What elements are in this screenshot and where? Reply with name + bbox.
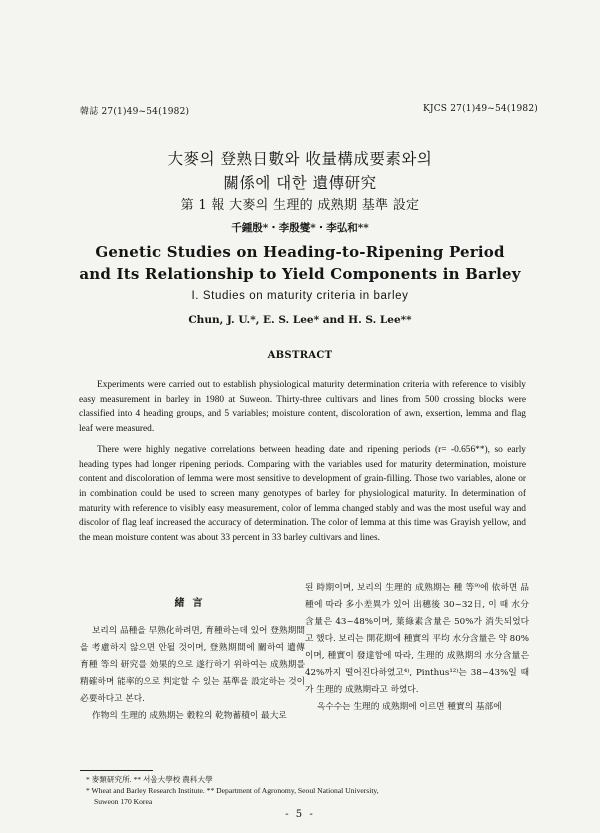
page-number: - 5 - [285,809,315,820]
abstract-paragraph-1: Experiments were carried out to establish physiological maturity determination criteria with reference to visibly easy measurement in barley in 1980 at Suweon. Thirty-three cultivars and lines from 500 crossing blocks were classified into 4 heading groups, and 5 variables; moisture content, discoloration of awn, exsertion, lemma and flag leaf were measured. [79,380,526,435]
right-paragraph-2: 옥수수는 生理的 成熟期에 이르면 種實의 基部에 [317,702,502,712]
footnote-rule [80,770,153,771]
abstract-body [79,378,526,546]
abstract-heading: ABSTRACT [267,350,333,361]
english-authors: Chun, J. U.*, E. S. Lee* and H. S. Lee** [188,314,412,326]
introduction-heading: 緒言 [174,598,211,609]
footnotes [86,774,379,807]
korean-title-line-1: 大麥의 登熟日數와 收量構成要素와의 [167,150,433,168]
english-title-line-2: and Its Relationship to Yield Components in Barley [79,265,521,283]
body-left-column [80,623,305,725]
english-subtitle: I. Studies on maturity criteria in barley [191,290,409,302]
left-paragraph-2: 作物의 生理的 成熟期는 穀粒의 乾物蓄積이 最大로 [92,711,287,721]
left-paragraph-1: 보리의 品種을 早熟化하려면, 育種하는데 있어 登熟期間을 考慮하지 않으면 안될 것이며, 登熟期間에 關하여 遺傳育種 等의 研究를 効果的으로 遂行하기 위하여는 成熟期를 精確하며 能率的으로 判定할 수 있는 基準을 設定하는 것이 必要하다고 본다. [80,626,305,704]
korean-authors: 千鍾殷*・李殷燮*・李弘和** [231,222,369,234]
korean-title-line-2: 關係에 대한 遺傳研究 [223,174,377,192]
abstract-paragraph-2: There were highly negative correlations between heading date and ripening periods (r= -0.656**), so early heading types had longer ripening periods. Comparing with the variables used for maturity determination, moisture content and discoloration of lemma were most sensitive to development of grain-filling. Those two variables, alone or in combination could be used to screen many genotypes of barley for physiological maturity. In determination of maturity with reference to visibly easy measurement, color of lemma changed stably and was the most useful way and discolor of flag leaf increased the accuracy of determination. The color of lemma at this time was Grayish yellow, and the mean moisture content was about 33 percent in 33 barley cultivars and lines. [79,444,526,544]
footnote-english-2: Suweon 170 Korea [94,797,153,806]
footnote-english-1: * Wheat and Barley Research Institute. ** Department of Agronomy, Seoul National University, [86,786,379,795]
journal-header-left: 韓誌 27(1)49~54(1982) [80,107,190,117]
body-right-column [305,580,529,716]
footnote-korean: * 麥類研究所. ** 서울大學校 農科大學 [86,775,213,784]
right-paragraph-1: 된 時期이며, 보리의 生理的 成熟期는 種 等⁹⁾에 依하면 品種에 따라 多小差異가 있어 出穗後 30~32日, 이 때 水分含量은 43~48%이며, 葉綠素含量은 50%가 消失되었다고 했다. 보리는 開花期에 種實의 平均 水分含量은 약 80%이며, 種實이 發達함에 따라, 生理的 成熟期의 水分含量은 42%까지 떨어진다하였고⁴⁾, Pinthus¹²⁾는 38~43%일 때가 生理的 成熟期라고 하였다. [305,583,529,695]
korean-subtitle: 第 1 報 大麥의 生理的 成熟期 基準 設定 [180,198,420,213]
english-title-line-1: Genetic Studies on Heading-to-Ripening Period [95,243,505,261]
journal-header-right: KJCS 27(1)49~54(1982) [422,104,538,114]
